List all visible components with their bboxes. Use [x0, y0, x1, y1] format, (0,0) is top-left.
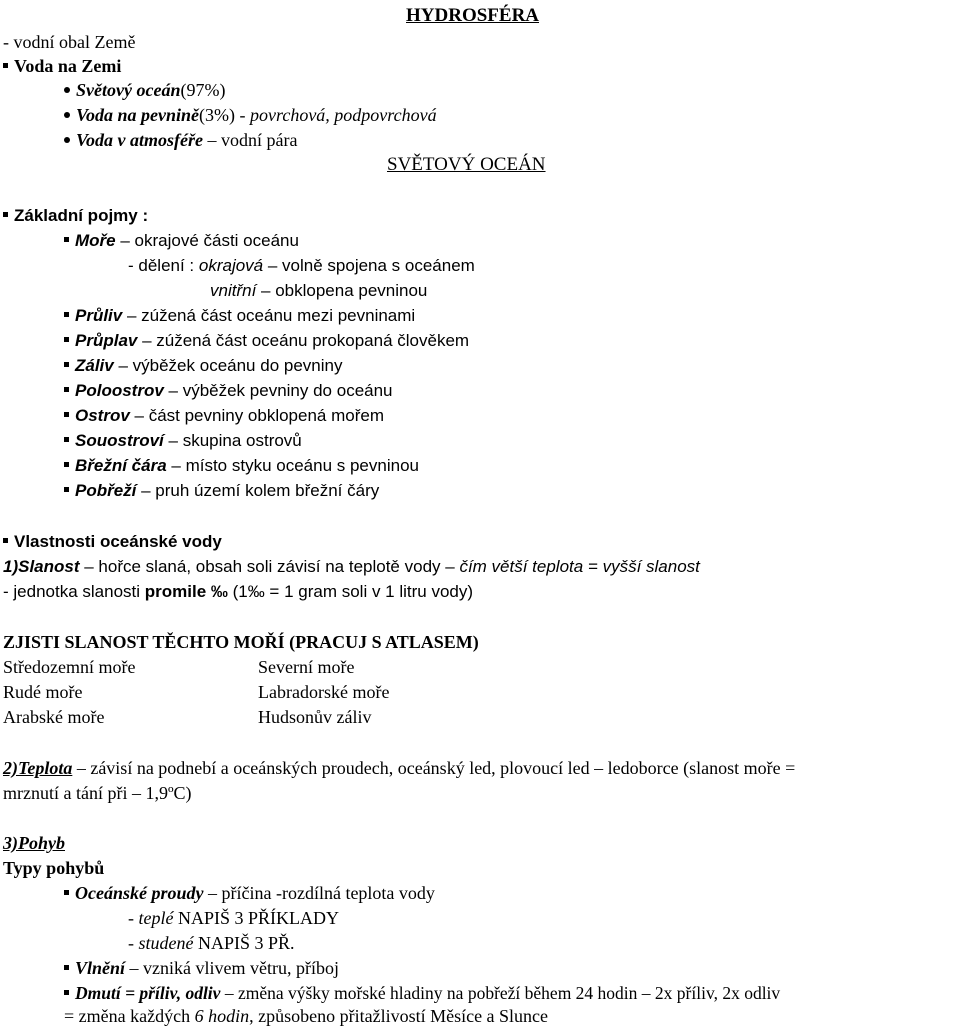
bullet-square-icon [64, 312, 69, 317]
bullet-square-icon [64, 237, 69, 242]
water-heading: Voda na Zemi [3, 55, 121, 77]
bullet-square-icon [3, 212, 8, 217]
sea-name: Hudsonův záliv [258, 707, 372, 727]
intro-line: - vodní obal Země [3, 32, 136, 52]
page-title: HYDROSFÉRA [406, 5, 540, 26]
sea-name: Středozemní moře [3, 657, 136, 677]
terms-heading: Základní pojmy : [3, 205, 148, 227]
currents-cold: - studené NAPIŠ 3 PŘ. [128, 933, 295, 953]
bullet-square-icon [64, 412, 69, 417]
temperature-line: 2)Teplota – závisí na podnebí a oceánských proudech, oceánský led, plovoucí led – ledoborce (slanost moře = [3, 758, 796, 778]
term-more: Moře – okrajové části oceánu [64, 230, 299, 252]
water-ocean-item: Světový oceán(97%) [64, 79, 225, 101]
bullet-square-icon [64, 965, 69, 970]
bullet-square-icon [64, 337, 69, 342]
bullet-square-icon [64, 990, 69, 995]
sea-name: Rudé moře [3, 682, 83, 702]
bullet-square-icon [64, 890, 69, 895]
sea-name: Arabské moře [3, 707, 105, 727]
bullet-square-icon [3, 538, 8, 543]
task-heading: ZJISTI SLANOST TĚCHTO MOŘÍ (PRACUJ S ATLASEM) [3, 632, 479, 652]
bullet-square-icon [3, 63, 8, 68]
term-item: Souostroví – skupina ostrovů [64, 430, 302, 452]
temperature-line-2: mrznutí a tání při – 1,9ºC) [3, 783, 192, 803]
sea-name: Labradorské moře [258, 682, 390, 702]
waves-item: Vlnění – vzniká vlivem větru, příboj [64, 957, 339, 979]
bullet-dot-icon [64, 137, 70, 143]
term-item: Záliv – výběžek oceánu do pevniny [64, 355, 342, 377]
bullet-square-icon [64, 437, 69, 442]
salinity-unit-line: - jednotka slanosti promile ‰ (1‰ = 1 gram soli v 1 litru vody) [3, 582, 474, 601]
bullet-dot-icon [64, 112, 70, 118]
motion-heading: 3)Pohyb [3, 833, 65, 853]
salinity-line: 1)Slanost – hořce slaná, obsah soli závisí na teplotě vody – čím větší teplota = vyšší slanost [3, 557, 700, 576]
term-item: Pobřeží – pruh území kolem břežní čáry [64, 480, 379, 502]
term-item: Břežní čára – místo styku oceánu s pevninou [64, 455, 419, 477]
currents-warm: - teplé NAPIŠ 3 PŘÍKLADY [128, 908, 339, 928]
bullet-square-icon [64, 362, 69, 367]
water-atmo-item: Voda v atmosféře – vodní pára [64, 129, 297, 151]
tide-item: Dmutí = příliv, odliv – změna výšky mořské hladiny na pobřeží během 24 hodin – 2x příliv, 2x odliv [64, 982, 780, 1004]
term-item: Poloostrov – výběžek pevniny do oceánu [64, 380, 393, 402]
term-item: Ostrov – část pevniny obklopená mořem [64, 405, 384, 427]
ocean-section-title: SVĚTOVÝ OCEÁN [387, 154, 546, 175]
props-heading: Vlastnosti oceánské vody [3, 531, 222, 553]
term-more-inner: vnitřní – obklopena pevninou [210, 281, 428, 300]
sea-name: Severní moře [258, 657, 355, 677]
tide-item-2: = změna každých 6 hodin, způsobeno přitažlivostí Měsíce a Slunce [64, 1006, 549, 1026]
bullet-square-icon [64, 487, 69, 492]
motion-types-heading: Typy pohybů [3, 858, 105, 878]
term-item: Průliv – zúžená část oceánu mezi pevninami [64, 305, 415, 327]
term-item: Průplav – zúžená část oceánu prokopaná člověkem [64, 330, 469, 352]
water-land-item: Voda na pevnině(3%) - povrchová, podpovrchová [64, 104, 437, 126]
bullet-dot-icon [64, 87, 70, 93]
bullet-square-icon [64, 387, 69, 392]
currents-item: Oceánské proudy – příčina -rozdílná teplota vody [64, 882, 435, 904]
bullet-square-icon [64, 462, 69, 467]
term-more-division: - dělení : okrajová – volně spojena s oceánem [128, 256, 475, 275]
